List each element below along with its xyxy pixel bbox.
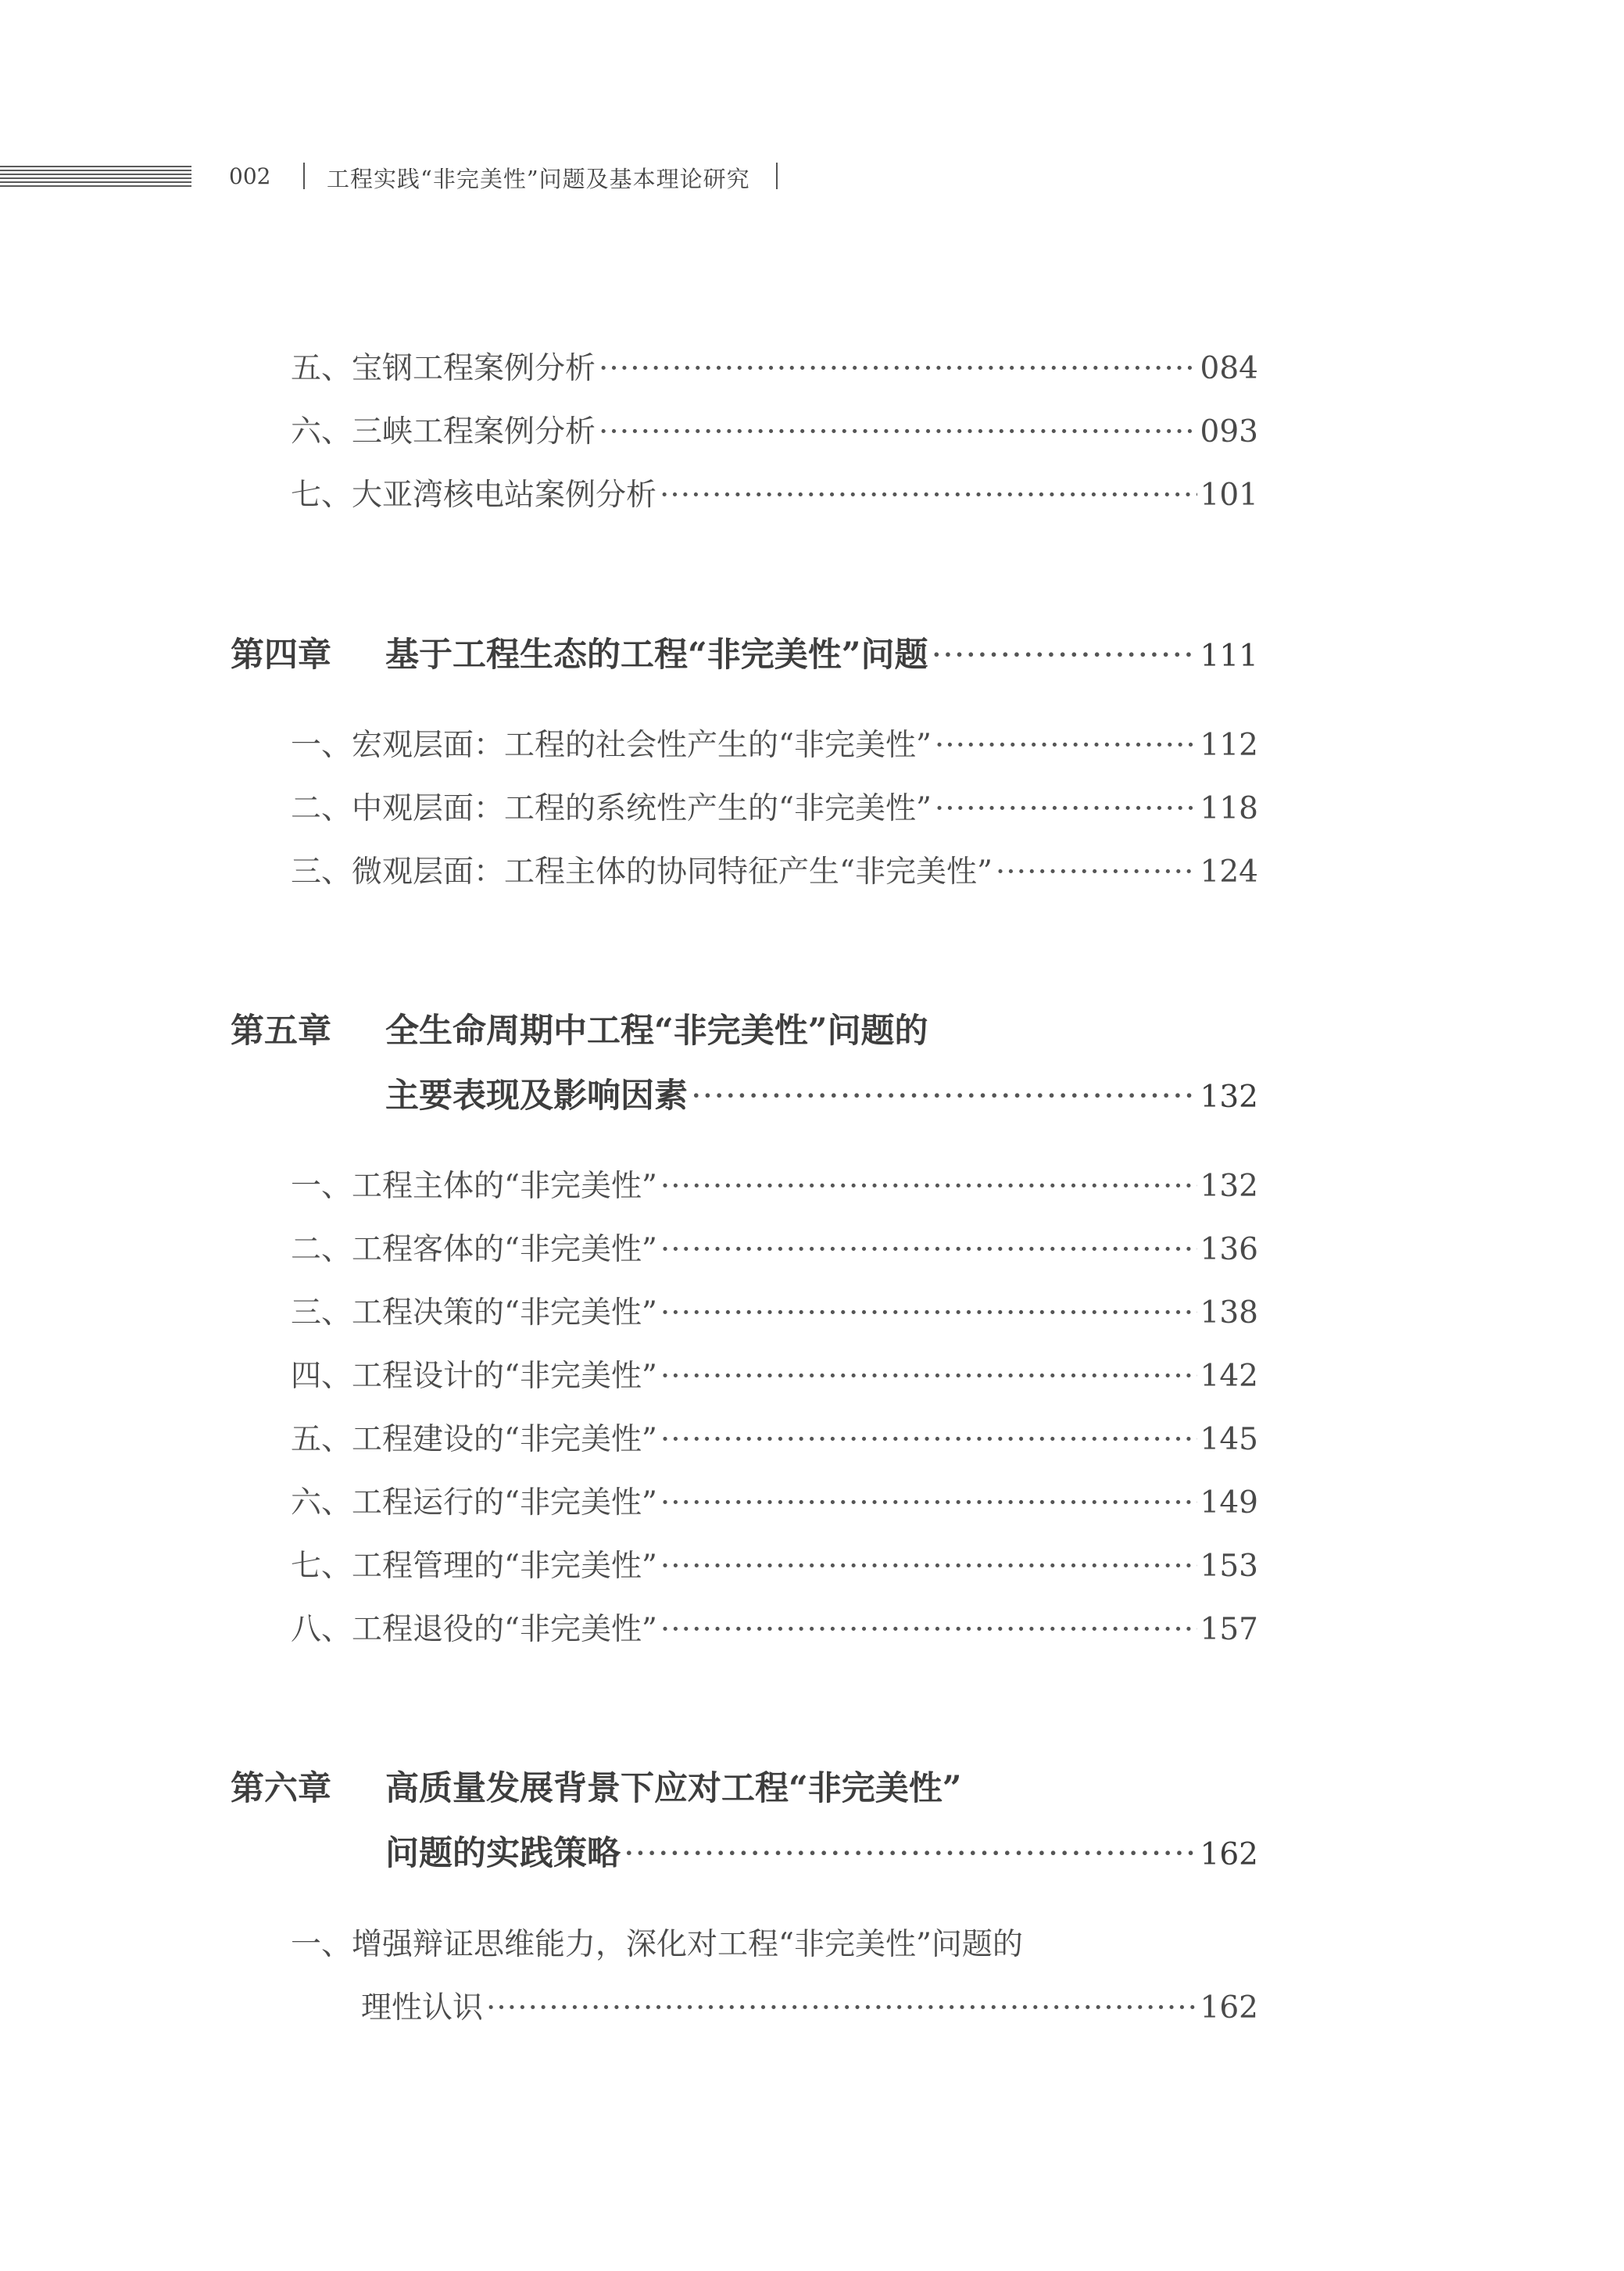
toc-entry-page: 157 bbox=[1200, 1612, 1258, 1647]
chapter-number: 第五章 bbox=[231, 1012, 331, 1051]
toc-entry-label: 七、工程管理的“非完美性” bbox=[291, 1549, 657, 1584]
toc-entry-label: 三、微观层面：工程主体的协同特征产生“非完美性” bbox=[291, 854, 993, 890]
toc-entry[interactable] bbox=[291, 1605, 1258, 1649]
toc-entry[interactable] bbox=[291, 1225, 1258, 1269]
toc-leader-dots bbox=[935, 728, 1197, 763]
toc-entry[interactable] bbox=[291, 344, 1258, 388]
toc-entry-label: 二、中观层面：工程的系统性产生的“非完美性” bbox=[291, 791, 932, 826]
toc-entry-label: 六、三峡工程案例分析 bbox=[291, 414, 596, 450]
toc-entry-label: 一、工程主体的“非完美性” bbox=[291, 1169, 657, 1204]
toc-entry-page: 118 bbox=[1200, 791, 1258, 826]
toc-entry[interactable] bbox=[291, 721, 1258, 765]
toc-entry-label: 一、增强辩证思维能力，深化对工程“非完美性”问题的 bbox=[291, 1927, 1023, 1962]
toc-entry-label-cont: 理性认识 bbox=[361, 1990, 484, 2026]
toc-entry[interactable] bbox=[291, 471, 1258, 514]
toc-entry-page: 149 bbox=[1200, 1485, 1258, 1521]
toc-leader-dots bbox=[624, 1834, 1197, 1873]
toc-chapter-6[interactable] bbox=[231, 1762, 961, 1810]
toc-entry-page: 132 bbox=[1200, 1169, 1258, 1204]
toc-entry-cont[interactable] bbox=[361, 1983, 1258, 2027]
toc-entry-page: 145 bbox=[1200, 1422, 1258, 1457]
toc-leader-dots bbox=[486, 1990, 1197, 2026]
toc-leader-dots bbox=[691, 1076, 1197, 1116]
chapter-title: 高质量发展背景下应对工程“非完美性” bbox=[385, 1769, 962, 1808]
toc-leader-dots bbox=[660, 1549, 1197, 1584]
toc-leader-dots bbox=[996, 854, 1197, 890]
toc-leader-dots bbox=[660, 1232, 1197, 1267]
toc-leader-dots bbox=[660, 1169, 1197, 1204]
toc-leader-dots bbox=[660, 1612, 1197, 1647]
toc-leader-dots bbox=[660, 478, 1197, 513]
toc-chapter-5[interactable] bbox=[231, 1005, 928, 1052]
toc-chapter-4[interactable] bbox=[231, 629, 1258, 676]
toc-entry-label: 三、工程决策的“非完美性” bbox=[291, 1295, 657, 1331]
toc-entry-page: 084 bbox=[1200, 351, 1258, 386]
toc-chapter-6-cont[interactable] bbox=[385, 1827, 1258, 1875]
toc-entry-page: 153 bbox=[1200, 1549, 1258, 1584]
toc-entry[interactable] bbox=[291, 1542, 1258, 1585]
toc-entry[interactable] bbox=[291, 1162, 1258, 1205]
toc-entry[interactable] bbox=[291, 1352, 1258, 1395]
running-header bbox=[0, 156, 1624, 203]
toc-leader-dots bbox=[660, 1359, 1197, 1394]
toc-entry-page: 162 bbox=[1200, 1990, 1258, 2026]
toc-entry-page: 093 bbox=[1200, 414, 1258, 450]
toc-entry-page: 138 bbox=[1200, 1295, 1258, 1331]
toc-leader-dots bbox=[931, 636, 1197, 675]
toc-leader-dots bbox=[660, 1422, 1197, 1457]
header-rule-decoration bbox=[0, 166, 191, 189]
toc-entry-page: 111 bbox=[1200, 639, 1258, 674]
chapter-title: 全生命周期中工程“非完美性”问题的 bbox=[385, 1012, 928, 1051]
toc-entry[interactable] bbox=[291, 1920, 1023, 1964]
toc-chapter-heading bbox=[231, 629, 928, 676]
toc-leader-dots bbox=[599, 414, 1197, 450]
toc-entry-page: 124 bbox=[1200, 854, 1258, 890]
header-divider bbox=[303, 163, 305, 189]
chapter-number: 第六章 bbox=[231, 1769, 331, 1808]
toc-entry[interactable] bbox=[291, 407, 1258, 451]
toc-entry-label: 四、工程设计的“非完美性” bbox=[291, 1359, 657, 1394]
toc-entry-label: 六、工程运行的“非完美性” bbox=[291, 1485, 657, 1521]
toc-entry[interactable] bbox=[291, 1415, 1258, 1459]
toc-chapter-5-cont[interactable] bbox=[385, 1069, 1258, 1117]
toc-entry-page: 112 bbox=[1200, 728, 1258, 763]
toc-leader-dots bbox=[660, 1485, 1197, 1521]
toc-entry-page: 101 bbox=[1200, 478, 1258, 513]
toc-entry-label: 五、工程建设的“非完美性” bbox=[291, 1422, 657, 1457]
toc-entry-label: 二、工程客体的“非完美性” bbox=[291, 1232, 657, 1267]
toc-entry-page: 162 bbox=[1200, 1837, 1258, 1872]
chapter-title: 基于工程生态的工程“非完美性”问题 bbox=[385, 636, 928, 675]
toc-leader-dots bbox=[660, 1295, 1197, 1331]
page-number: 002 bbox=[229, 163, 271, 189]
chapter-number: 第四章 bbox=[231, 636, 331, 675]
toc-entry-page: 136 bbox=[1200, 1232, 1258, 1267]
toc-entry-page: 132 bbox=[1200, 1080, 1258, 1115]
toc-leader-dots bbox=[599, 351, 1197, 386]
toc-entry[interactable] bbox=[291, 1478, 1258, 1522]
toc-leader-dots bbox=[935, 791, 1197, 826]
toc-entry-label: 五、宝钢工程案例分析 bbox=[291, 351, 596, 386]
toc-entry-label: 七、大亚湾核电站案例分析 bbox=[291, 478, 657, 513]
header-divider bbox=[776, 163, 778, 189]
toc-entry-label: 八、工程退役的“非完美性” bbox=[291, 1612, 657, 1647]
chapter-title-cont: 主要表现及影响因素 bbox=[385, 1076, 688, 1116]
toc-entry[interactable] bbox=[291, 1288, 1258, 1332]
chapter-title-cont: 问题的实践策略 bbox=[385, 1834, 621, 1873]
toc-entry-label: 一、宏观层面：工程的社会性产生的“非完美性” bbox=[291, 728, 932, 763]
toc-entry[interactable] bbox=[291, 784, 1258, 828]
toc-entry-page: 142 bbox=[1200, 1359, 1258, 1394]
book-title: 工程实践“非完美性”问题及基本理论研究 bbox=[327, 166, 750, 192]
toc-entry[interactable] bbox=[291, 847, 1258, 891]
